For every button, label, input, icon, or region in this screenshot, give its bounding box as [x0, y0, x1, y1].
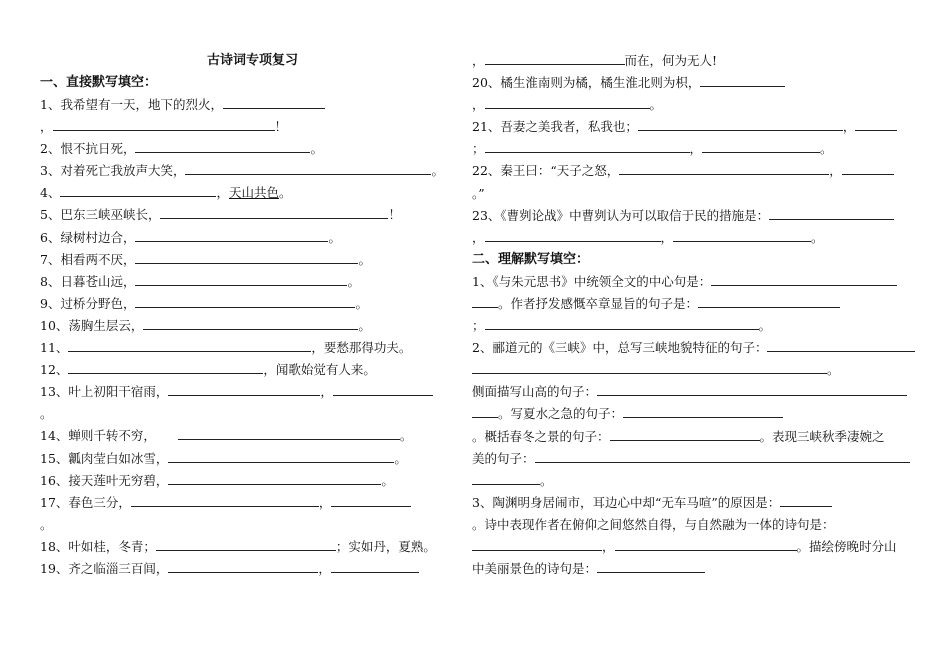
question-22-line-a [472, 160, 917, 182]
answer-blank[interactable] [135, 139, 310, 153]
question-17-text: 。 [40, 516, 53, 532]
question-17-line-b [40, 514, 455, 536]
comprehension-1-line-a [472, 271, 917, 293]
comprehension-2-line-g [472, 470, 917, 492]
answer-blank[interactable] [842, 161, 894, 175]
answer-blank[interactable] [143, 316, 358, 330]
answer-blank[interactable] [331, 493, 411, 507]
answer-blank[interactable] [156, 537, 336, 551]
answer-blank[interactable] [711, 272, 897, 286]
question-10-text: 。 [358, 317, 371, 333]
question-13-line-a [40, 381, 455, 403]
answer-blank[interactable] [60, 183, 216, 197]
comprehension-2-line-d [472, 403, 917, 425]
answer-blank[interactable] [135, 272, 347, 286]
answer-blank[interactable] [168, 449, 394, 463]
question-23-text: ， [660, 229, 674, 245]
question-23-line-a [472, 205, 917, 227]
comprehension-2-text: 。写夏水之急的句子： [498, 406, 624, 422]
question-14 [40, 425, 455, 447]
answer-blank[interactable] [333, 382, 433, 396]
question-6 [40, 227, 455, 249]
question-19-text: 而在，何为无人! [624, 53, 718, 68]
question-23-text: 。 [811, 229, 824, 245]
question-4-text: 4、 [40, 185, 61, 201]
question-1-text: ， [40, 119, 53, 135]
answer-blank[interactable] [485, 316, 759, 330]
answer-blank[interactable] [472, 537, 602, 551]
answer-blank[interactable] [168, 471, 381, 485]
comprehension-2-line-b [472, 359, 917, 381]
question-15 [40, 448, 455, 470]
question-8-text: 8、日暮苍山远， [40, 273, 136, 289]
answer-blank[interactable] [135, 228, 328, 242]
comprehension-1-text: 。作者抒发感慨卒章显旨的句子是： [498, 295, 699, 311]
question-12-text: 12、 [40, 362, 69, 378]
question-21-text: ， [689, 141, 703, 157]
answer-blank[interactable] [135, 250, 358, 264]
question-7-text: 7、相看两不厌， [40, 251, 136, 267]
question-23-text: 23、《曹刿论战》中曹刿认为可以取信于民的措施是： [472, 207, 770, 223]
question-19-text: ， [318, 560, 331, 576]
question-22-text: 22、秦王曰：“天子之怒， [472, 163, 620, 179]
question-4 [40, 182, 455, 204]
question-2-text: 2、恨不抗日死， [40, 141, 136, 157]
question-14-text: 。 [399, 428, 413, 444]
comprehension-3-line-b [472, 514, 917, 536]
question-3 [40, 160, 455, 182]
answer-blank[interactable] [615, 537, 797, 551]
section-heading-direct: 一、直接默写填空： [40, 75, 158, 90]
question-20-text: 。 [649, 97, 663, 113]
question-17-text: ， [318, 494, 332, 510]
question-9-text: 。 [355, 295, 368, 311]
question-12-text: ，闻歌始觉有人来。 [263, 362, 376, 378]
question-6-text: 。 [328, 229, 341, 245]
question-21-line-b [472, 138, 917, 160]
question-22-text: 。” [472, 185, 485, 201]
question-18 [40, 536, 455, 558]
comprehension-1-text: 。 [758, 318, 772, 334]
answer-blank[interactable] [160, 205, 388, 219]
question-11-text: ，要愁那得功夫。 [311, 340, 412, 356]
question-18-text: ；实如丹，夏熟。 [335, 538, 436, 554]
question-9-text: 9、过桥分野色， [40, 295, 136, 311]
question-19-text: 19、齐之临淄三百闾， [40, 560, 169, 576]
question-11-text: 11、 [40, 340, 69, 356]
comprehension-2-text: 。 [827, 362, 840, 378]
comprehension-3-text: 中美丽景色的诗句是： [472, 561, 598, 577]
answer-blank[interactable] [855, 117, 897, 131]
question-19-text: ， [472, 53, 485, 68]
answer-blank[interactable] [769, 206, 894, 220]
question-21-line-a [472, 116, 917, 138]
question-8-text: 。 [347, 273, 360, 289]
comprehension-2-text: 美的句子： [472, 450, 535, 466]
answer-blank[interactable] [623, 404, 783, 418]
answer-blank[interactable] [168, 559, 318, 573]
question-8 [40, 271, 455, 293]
question-21-text: 21、吾妻之美我者，私我也； [472, 119, 638, 135]
answer-blank[interactable] [485, 95, 650, 109]
answer-blank[interactable] [472, 294, 498, 308]
question-21-text: ， [842, 119, 856, 135]
question-17-line-a [40, 492, 455, 514]
question-1-text: ！ [274, 119, 288, 135]
comprehension-2-text: 侧面描写山高的句子： [472, 384, 598, 400]
question-9 [40, 293, 455, 315]
question-20-line-b [472, 94, 917, 116]
comprehension-3-line-d [472, 558, 917, 580]
question-16-text: 16、接天莲叶无穷碧， [40, 472, 169, 488]
answer-blank[interactable] [700, 73, 785, 87]
answer-blank[interactable] [135, 294, 355, 308]
question-1-line-b [40, 116, 455, 138]
question-2 [40, 138, 455, 160]
question-13-text: ， [320, 384, 333, 400]
question-22-line-b [472, 183, 917, 205]
question-3-text: 3、对着死亡我放声大笑， [40, 163, 186, 179]
comprehension-1-text: ； [472, 318, 485, 334]
answer-blank[interactable] [597, 559, 705, 573]
answer-blank[interactable] [535, 449, 910, 463]
question-20-text: 20、橘生淮南则为橘，橘生淮北则为枳， [472, 75, 701, 91]
answer-blank[interactable] [472, 471, 540, 485]
comprehension-3-text: ， [602, 538, 615, 554]
answer-blank[interactable] [185, 161, 431, 175]
question-23-text: ， [472, 229, 485, 245]
answer-blank[interactable] [780, 493, 832, 507]
left-column [40, 50, 455, 580]
question-15-text: 。 [394, 450, 407, 466]
answer-blank[interactable] [485, 228, 661, 242]
answer-blank[interactable] [597, 382, 907, 396]
comprehension-3-text: 。诗中表现作者在俯仰之间悠然自得，与自然融为一体的诗句是： [472, 516, 835, 532]
question-10-text: 10、荡胸生层云， [40, 317, 144, 333]
question-4-underlined-text: 天山共色 [228, 185, 279, 201]
question-15-text: 15、瓤肉莹白如冰雪， [40, 450, 169, 466]
comprehension-2-text: 。 [540, 472, 553, 488]
comprehension-1-line-b [472, 293, 917, 315]
comprehension-3-text: 。描绘傍晚时分山 [796, 538, 897, 554]
question-5 [40, 204, 455, 226]
answer-blank[interactable] [767, 338, 915, 352]
question-20-text: ， [472, 97, 485, 113]
question-14-text: 14、蝉则千转不穷， [40, 428, 156, 444]
comprehension-2-text: 。概括春冬之景的句子： [472, 428, 610, 444]
question-21-text: 。 [820, 141, 833, 157]
question-13-line-b [40, 403, 455, 425]
answer-blank[interactable] [619, 161, 829, 175]
comprehension-2-line-e [472, 426, 917, 448]
answer-blank[interactable] [610, 427, 760, 441]
question-22-text: ， [829, 163, 842, 179]
section-heading-comprehension: 二、理解默写填空： [472, 251, 590, 267]
answer-blank[interactable] [223, 95, 325, 109]
answer-blank[interactable] [53, 117, 275, 131]
comprehension-2-line-f [472, 448, 917, 470]
question-23-line-b [472, 227, 917, 249]
comprehension-2-line-a [472, 337, 917, 359]
answer-blank[interactable] [485, 139, 690, 153]
right-column [472, 50, 917, 580]
question-16 [40, 470, 455, 492]
comprehension-1-line-c [472, 315, 917, 337]
answer-blank[interactable] [638, 117, 843, 131]
question-6-text: 6、绿树村边合， [40, 229, 136, 245]
question-11 [40, 337, 455, 359]
comprehension-3-text: 3、陶渊明身居闹市，耳边心中却“无车马喧”的原因是： [472, 494, 781, 510]
answer-blank[interactable] [178, 426, 400, 440]
question-1-text: 1、我希望有一天，地下的烈火， [40, 97, 223, 112]
question-13-text: 。 [40, 406, 53, 422]
answer-blank[interactable] [472, 404, 498, 418]
question-2-text: 。 [310, 141, 323, 157]
question-7-text: 。 [358, 251, 371, 267]
question-7 [40, 249, 455, 271]
answer-blank[interactable] [702, 139, 820, 153]
comprehension-2-line-c [472, 381, 917, 403]
comprehension-3-line-c [472, 536, 917, 558]
question-5-text: 5、巴东三峡巫峡长， [40, 207, 161, 223]
comprehension-2-text: 。表现三峡秋季凄婉之 [759, 428, 885, 444]
answer-blank[interactable] [485, 51, 625, 65]
answer-blank[interactable] [68, 360, 263, 374]
question-10 [40, 315, 455, 337]
question-3-text: 。 [431, 163, 444, 179]
answer-blank[interactable] [168, 382, 320, 396]
question-19 [40, 558, 455, 580]
question-1-line-a [40, 94, 455, 116]
question-18-text: 18、叶如桂，冬青； [40, 538, 156, 554]
comprehension-2-text: 2、郦道元的《三峡》中，总写三峡地貌特征的句子： [472, 340, 768, 356]
question-4-text: ， [216, 185, 229, 201]
question-16-text: 。 [381, 472, 394, 488]
answer-blank[interactable] [331, 559, 419, 573]
question-12 [40, 359, 455, 381]
comprehension-3-line-a [472, 492, 917, 514]
question-19-continued [472, 50, 917, 72]
answer-blank[interactable] [698, 294, 840, 308]
question-21-text: ； [472, 141, 485, 157]
answer-blank[interactable] [673, 228, 811, 242]
answer-blank[interactable] [68, 338, 311, 352]
answer-blank[interactable] [472, 360, 827, 374]
question-13-text: 13、叶上初阳干宿雨， [40, 384, 169, 400]
question-4-text: 。 [278, 185, 292, 201]
page-title: 古诗词专项复习 [206, 53, 298, 68]
answer-blank[interactable] [131, 493, 319, 507]
question-20-line-a [472, 72, 917, 94]
comprehension-1-text: 1、《与朱元思书》中统领全文的中心句是： [472, 273, 712, 289]
question-5-text: ！ [388, 207, 401, 223]
question-17-text: 17、春色三分， [40, 494, 131, 510]
